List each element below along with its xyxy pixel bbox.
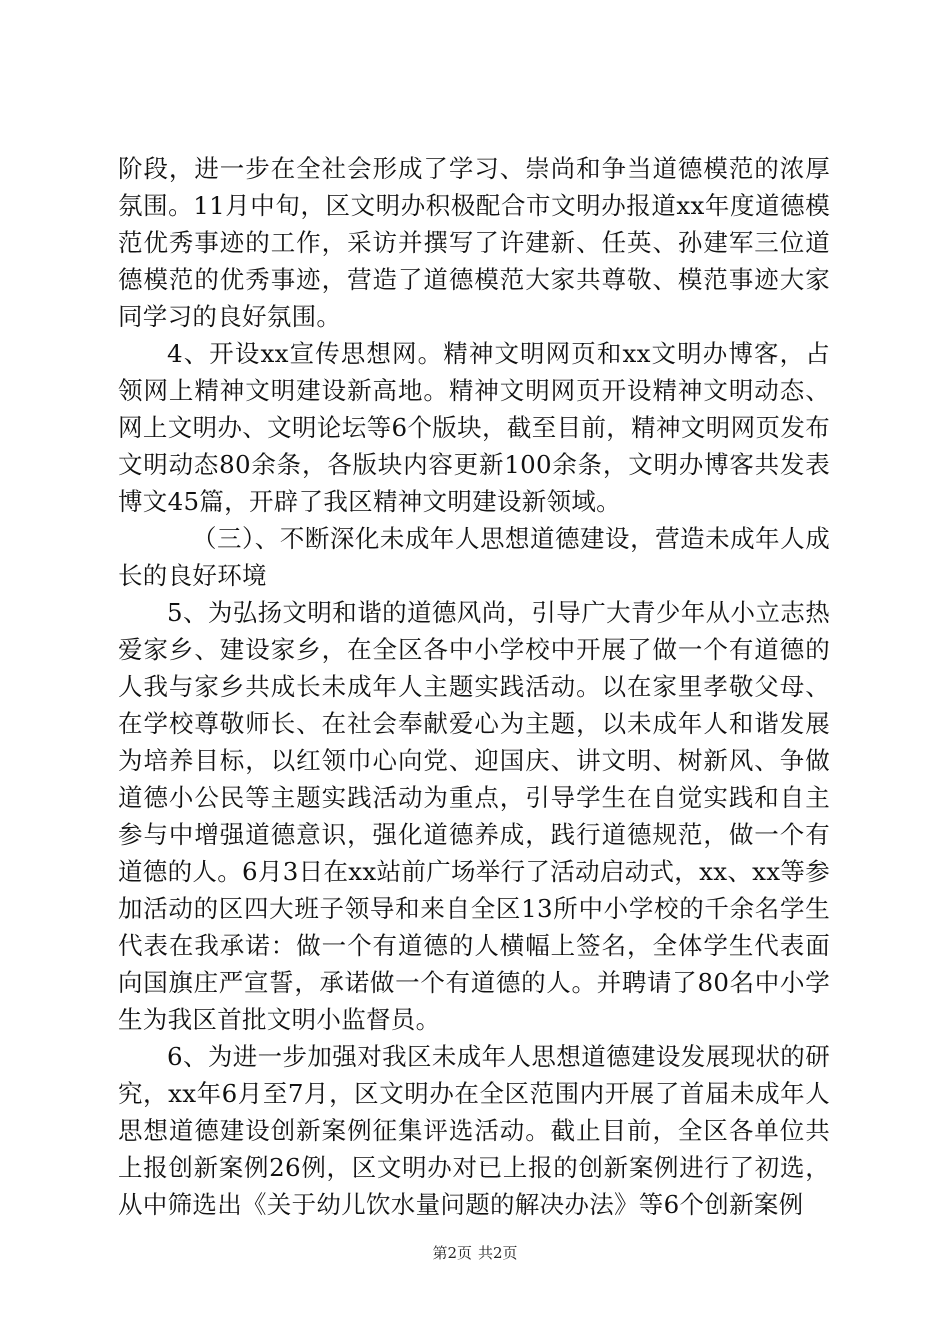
page-total: 共2页 xyxy=(478,1244,518,1262)
section-heading: （三）、不断深化未成年人思想道德建设，营造未成年人成长的良好环境 xyxy=(118,524,830,590)
paragraph-item-6: 6、为进一步加强对我区未成年人思想道德建设发展现状的研究，xx年6月至7月，区文明办在全区范围内开展了首届未成年人思想道德建设创新案例征集评选活动。截止目前，全区各单位共上报创新案例26例，区文明办对已上报的创新案例进行了初选，从中筛选出《关于幼儿饮水量问题的解决办法》等6个创新案例 xyxy=(118,1042,830,1219)
paragraph-item-4: 4、开设xx宣传思想网。精神文明网页和xx文明办博客，占领网上精神文明建设新高地。精神文明网页开设精神文明动态、网上文明办、文明论坛等6个版块，截至目前，精神文明网页发布文明动态80余条，各版块内容更新100余条，文明办博客共发表博文45篇，开辟了我区精神文明建设新领域。 xyxy=(118,339,830,516)
page-number: 第2页 xyxy=(432,1244,472,1262)
document-body xyxy=(118,150,830,1223)
paragraph-item-5: 5、为弘扬文明和谐的道德风尚，引导广大青少年从小立志热爱家乡、建设家乡，在全区各中小学校中开展了做一个有道德的人我与家乡共成长未成年人主题实践活动。以在家里孝敬父母、在学校尊敬师长、在社会奉献爱心为主题，以未成年人和谐发展为培养目标，以红领巾心向党、迎国庆、讲文明、树新风、争做道德小公民等主题实践活动为重点，引导学生在自觉实践和自主参与中增强道德意识，强化道德养成，践行道德规范，做一个有道德的人。6月3日在xx站前广场举行了活动启动式，xx、xx等参加活动的区四大班子领导和来自全区13所中小学校的千余名学生代表在我承诺：做一个有道德的人横幅上签名，全体学生代表面向国旗庄严宣誓，承诺做一个有道德的人。并聘请了80名中小学生为我区首批文明小监督员。 xyxy=(118,598,830,1034)
paragraph-continuation: 阶段，进一步在全社会形成了学习、崇尚和争当道德模范的浓厚氛围。11月中旬，区文明办积极配合市文明办报道xx年度道德模范优秀事迹的工作，采访并撰写了许建新、任英、孙建军三位道德模范的优秀事迹，营造了道德模范大家共尊敬、模范事迹大家同学习的良好氛围。 xyxy=(118,154,830,331)
page-footer xyxy=(0,1243,950,1263)
